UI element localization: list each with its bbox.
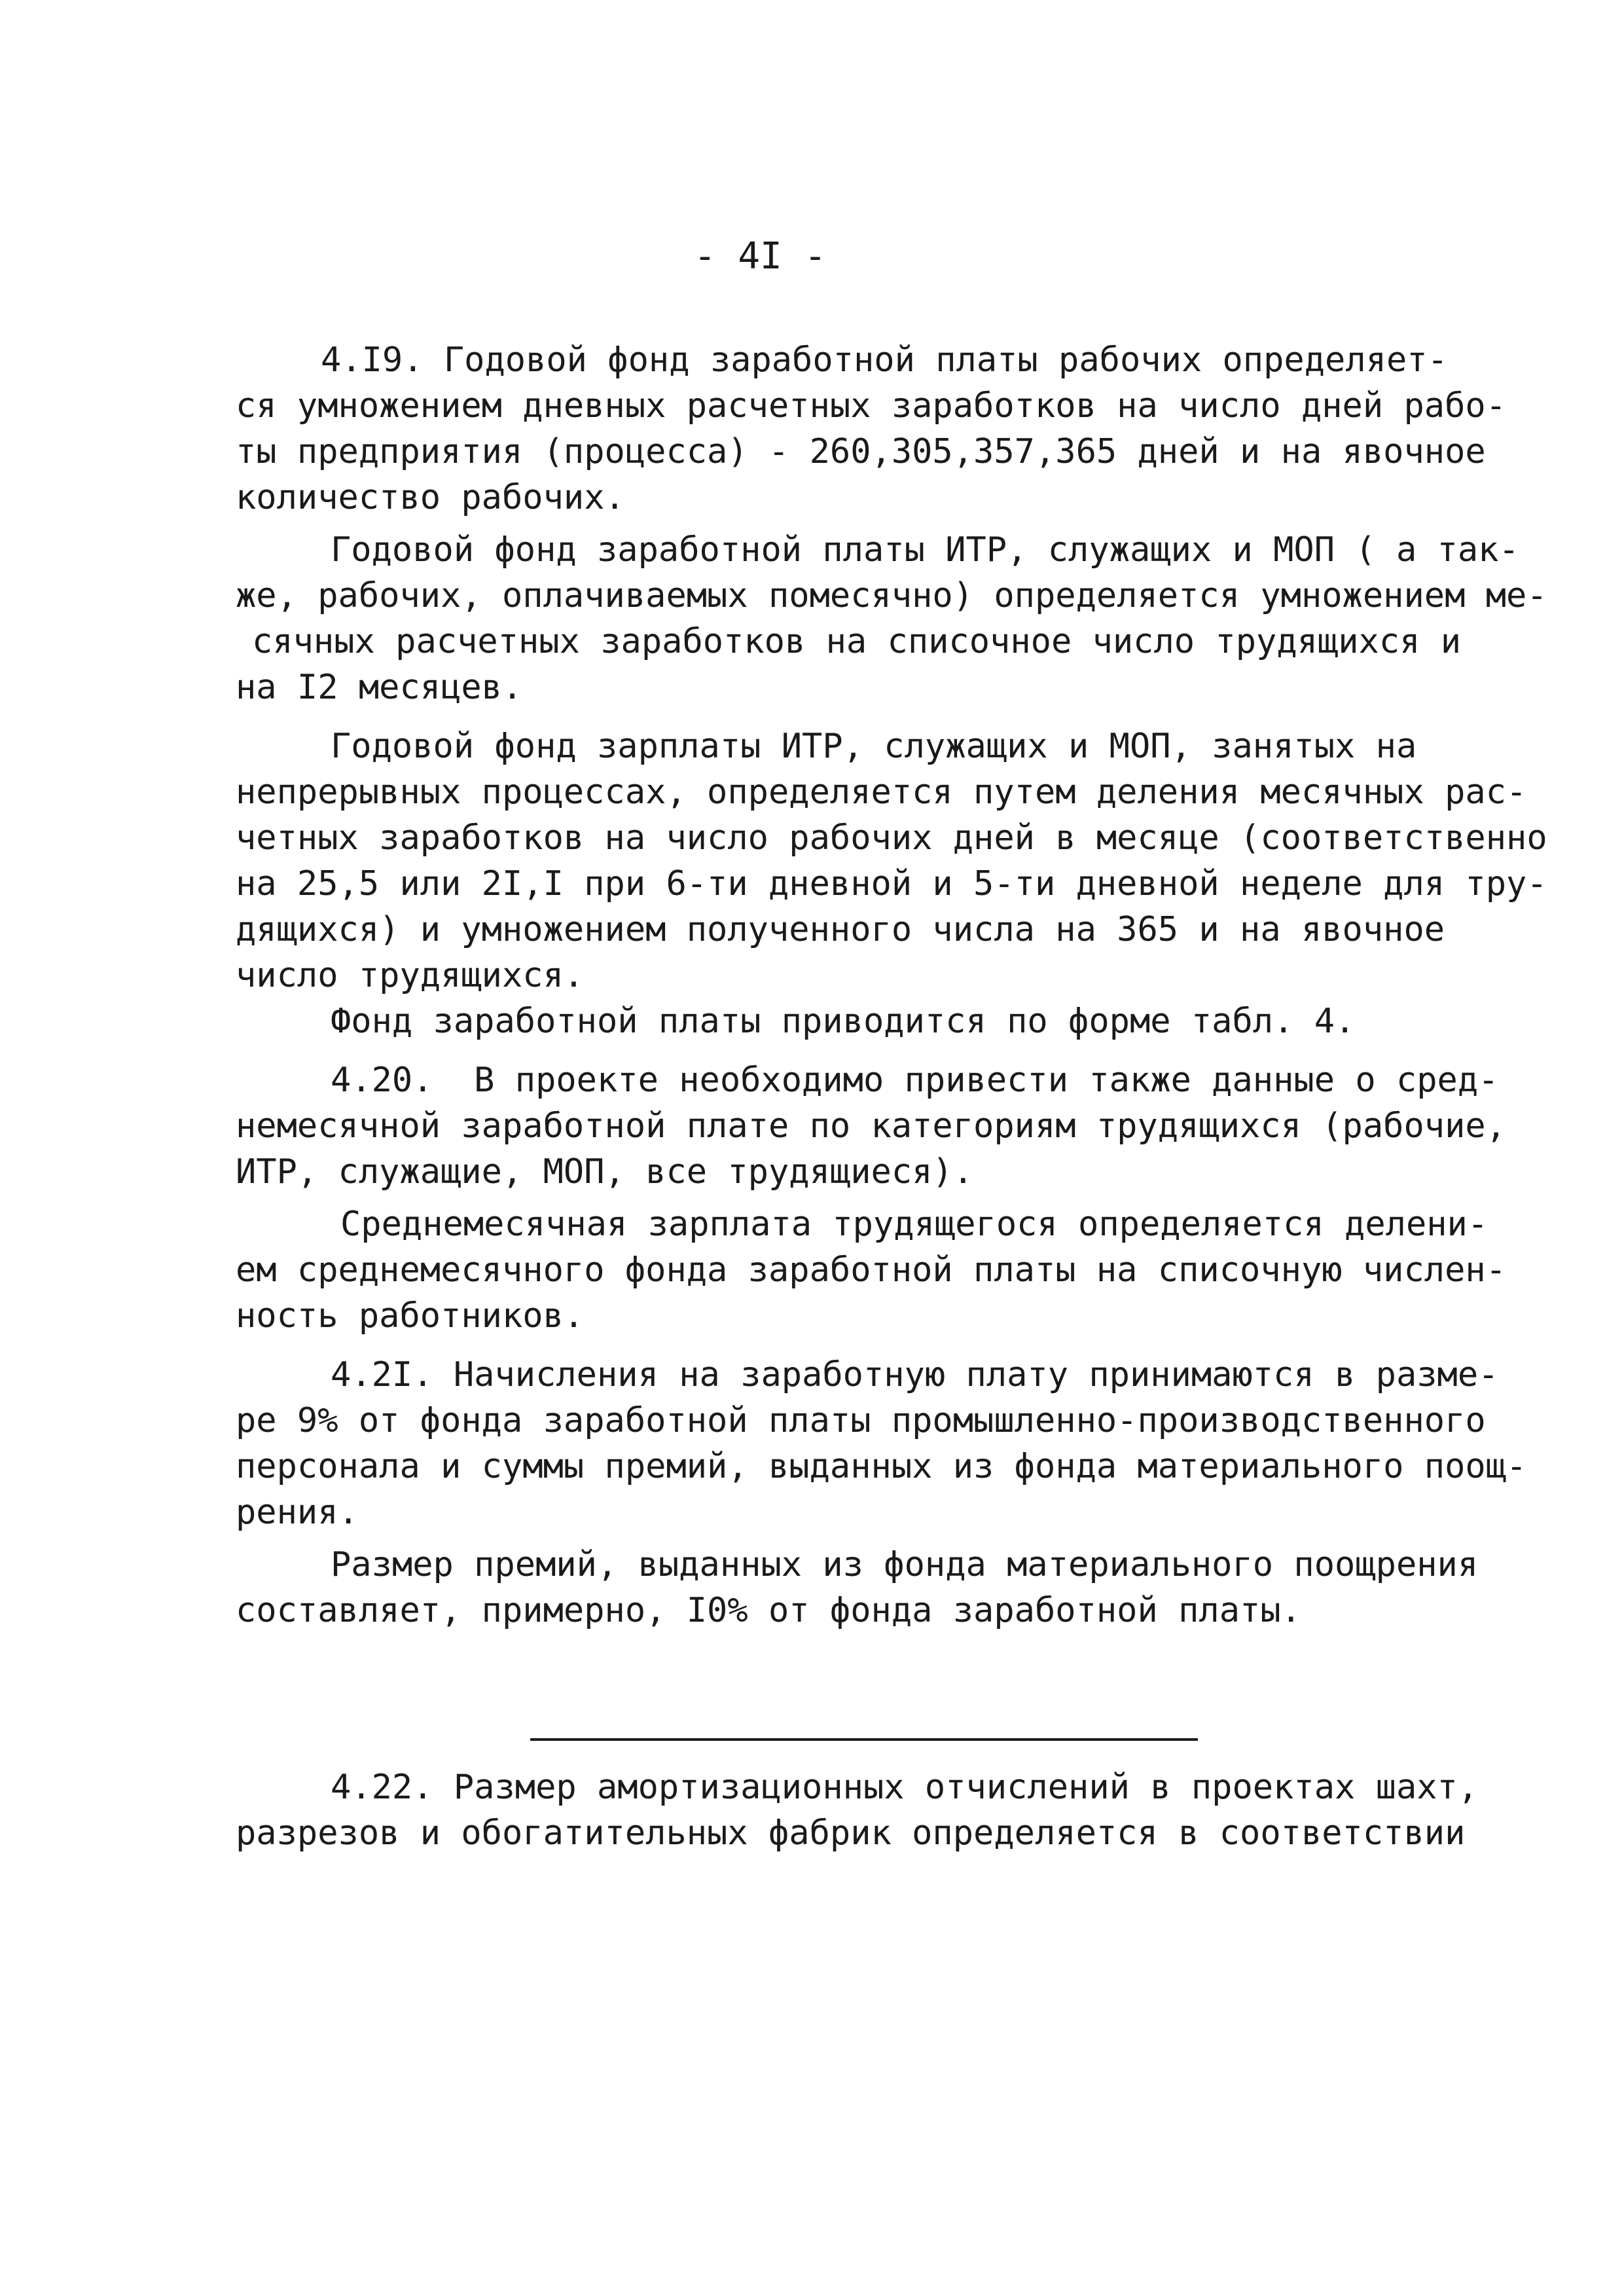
text-line: на I2 месяцев. [236,668,523,707]
text-line: четных заработков на число рабочих дней в месяце (соответственно [236,818,1547,858]
text-line: 4.2I. Начисления на заработную плату принимаются в разме- [331,1355,1499,1394]
text-line: 4.I9. Годовой фонд заработной платы рабочих определяет- [321,340,1448,380]
text-line: же, рабочих, оплачиваемых помесячно) определяется умножением ме- [236,576,1547,615]
text-line: Размер премий, выданных из фонда материального поощрения [331,1545,1479,1584]
text-line: дящихся) и умножением полученного числа на 365 и на явочное [236,910,1445,949]
text-line: количество рабочих. [236,478,625,517]
text-line: ем среднемесячного фонда заработной платы на списочную числен- [236,1250,1507,1290]
text-line: разрезов и обогатительных фабрик определяется в соответствии [236,1813,1466,1853]
text-line: ре 9% от фонда заработной платы промышленно-производственного [236,1401,1486,1440]
text-line: 4.22. Размер амортизационных отчислений в проектах шахт, [331,1768,1479,1807]
text-line: сячных расчетных заработков на списочное число трудящихся и [252,622,1462,661]
text-line: число трудящихся. [236,956,585,995]
text-line: Годовой фонд зарплаты ИТР, служащих и МОП, занятых на [331,727,1417,766]
text-line: Годовой фонд заработной платы ИТР, служащих и МОП ( а так- [331,530,1519,570]
text-line: персонала и суммы премий, выданных из фонда материального поощ- [236,1447,1527,1486]
text-line: ИТР, служащие, МОП, все трудящиеся). [236,1152,974,1192]
text-line: на 25,5 или 2I,I при 6-ти дневной и 5-ти дневной неделе для тру- [236,864,1547,903]
text-line: ся умножением дневных расчетных заработков на число дней рабо- [236,386,1507,426]
text-line: Среднемесячная зарплата трудящегося определяется делени- [340,1205,1489,1244]
text-line: ты предприятия (процесса) - 260,305,357,365 дней и на явочное [236,432,1486,471]
heading-underline [530,1738,1198,1741]
text-line: 4.20. В проекте необходимо привести также данные о сред- [331,1061,1499,1100]
text-line: немесячной заработной плате по категориям трудящихся (рабочие, [236,1106,1507,1146]
text-line: Фонд заработной платы приводится по форме табл. 4. [331,1002,1356,1041]
text-line: составляет, примерно, I0% от фонда заработной платы. [236,1591,1301,1630]
page-number: - 4I - [694,235,827,278]
text-line: рения. [236,1493,359,1532]
text-line: ность работников. [236,1296,585,1336]
text-line: непрерывных процессах, определяется путем деления месячных рас- [236,773,1527,812]
